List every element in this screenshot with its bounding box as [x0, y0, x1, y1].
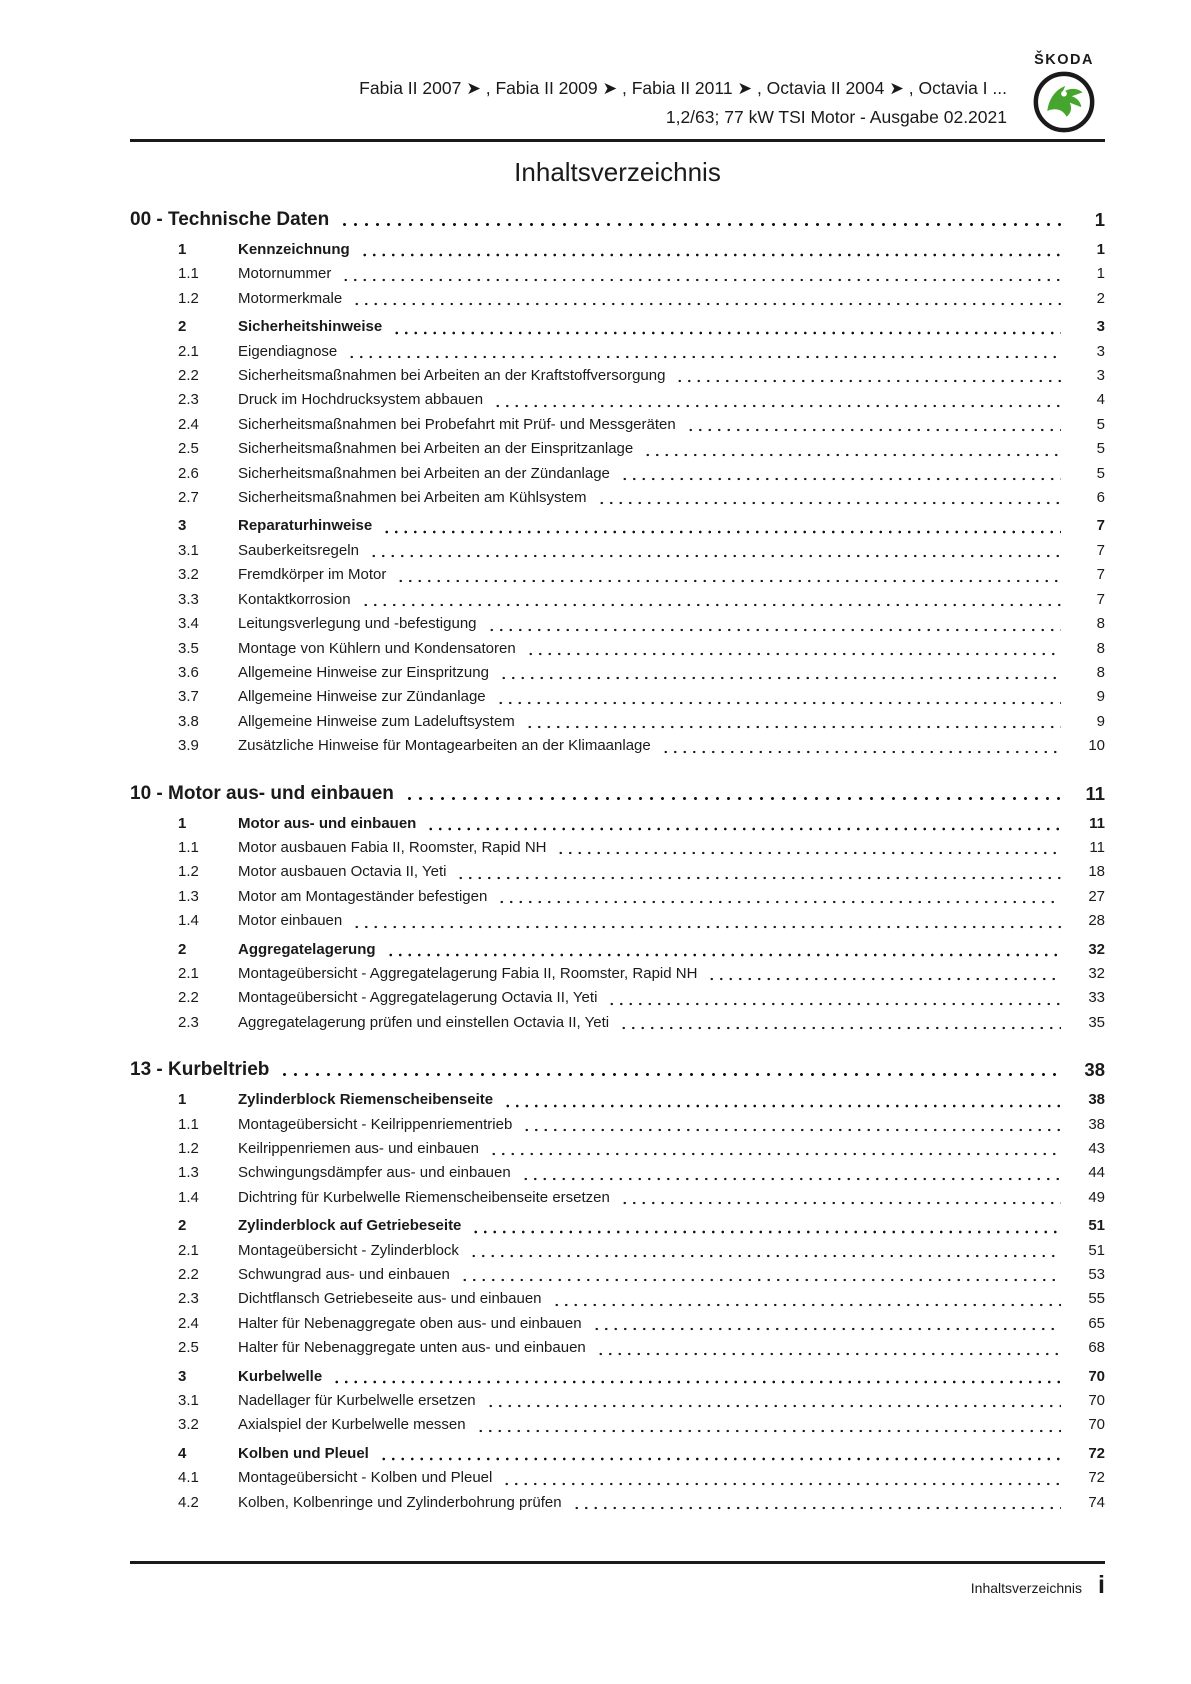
entry-title: Montageübersicht - Kolben und Pleuel: [238, 1469, 493, 1487]
dot-leader: [489, 1149, 1061, 1157]
entry-page: 3: [1096, 342, 1105, 360]
dot-leader: [526, 649, 1061, 657]
entry-title: Sauberkeitsregeln: [238, 541, 359, 559]
entry-number: 1: [178, 1091, 187, 1109]
entry-number: 3.9: [178, 737, 199, 755]
header-text: [130, 74, 1007, 134]
entry-title: Halter für Nebenaggregate unten aus- und einbauen: [238, 1339, 586, 1357]
entry-number: 1.1: [178, 1115, 199, 1133]
entry-title: Sicherheitsmaßnahmen bei Arbeiten am Kühlsystem: [238, 489, 587, 507]
entry-page: 38: [1088, 1091, 1105, 1109]
dot-leader: [620, 1198, 1061, 1206]
entry-page: 32: [1088, 940, 1105, 958]
chapter-page: 1: [1094, 209, 1105, 230]
toc-entry[interactable]: [130, 486, 1105, 510]
dot-leader: [643, 450, 1061, 458]
entry-page: 7: [1096, 590, 1105, 608]
dot-leader: [686, 425, 1061, 433]
entry-title: Motormerkmale: [238, 289, 343, 307]
toc-entry[interactable]: [130, 437, 1105, 461]
entry-number: 3.6: [178, 663, 199, 681]
entry-number: 2: [178, 318, 187, 336]
dot-leader: [487, 625, 1061, 633]
entry-number: 3.2: [178, 566, 199, 584]
chapter-title: 00 - Technische Daten: [130, 209, 330, 230]
entry-number: 2.5: [178, 1339, 199, 1357]
entry-number: 1.2: [178, 863, 199, 881]
entry-page: 2: [1096, 289, 1105, 307]
toc-entry[interactable]: [130, 885, 1105, 909]
entry-number: 1.2: [178, 289, 199, 307]
entry-page: 49: [1088, 1188, 1105, 1206]
entry-title: Axialspiel der Kurbelwelle messen: [238, 1416, 466, 1434]
entry-page: 70: [1088, 1392, 1105, 1410]
toc-entry[interactable]: [130, 238, 1105, 262]
entry-page: 7: [1096, 517, 1105, 535]
toc-entry[interactable]: [130, 836, 1105, 860]
toc-entry[interactable]: [130, 588, 1105, 612]
dot-leader: [556, 848, 1061, 856]
toc-entry[interactable]: [130, 1365, 1105, 1389]
entry-page: 18: [1088, 863, 1105, 881]
entry-number: 2.2: [178, 1266, 199, 1284]
entry-title: Kolben und Pleuel: [238, 1444, 369, 1462]
entry-number: 2.1: [178, 964, 199, 982]
chapter-block: [130, 780, 1105, 1036]
entry-number: 1.4: [178, 1188, 199, 1206]
entry-page: 72: [1088, 1444, 1105, 1462]
entry-number: 3.4: [178, 615, 199, 633]
entry-title: Allgemeine Hinweise zur Einspritzung: [238, 663, 489, 681]
entry-title: Reparaturhinweise: [238, 517, 373, 535]
entry-title: Druck im Hochdrucksystem abbauen: [238, 391, 484, 409]
entry-title: Montageübersicht - Zylinderblock: [238, 1241, 459, 1259]
chapter-block: [130, 206, 1105, 759]
entry-page: 5: [1096, 440, 1105, 458]
entry-number: 2: [178, 1217, 187, 1235]
entry-title: Zylinderblock Riemenscheibenseite: [238, 1091, 494, 1109]
entry-title: Zylinderblock auf Getriebeseite: [238, 1217, 462, 1235]
entry-title: Zusätzliche Hinweise für Montagearbeiten an der Klimaanlage: [238, 737, 651, 755]
toc-entry[interactable]: [130, 938, 1105, 962]
entry-title: Sicherheitsmaßnahmen bei Probefahrt mit Prüf- und Messgeräten: [238, 415, 676, 433]
entry-page: 8: [1096, 639, 1105, 657]
dot-leader: [279, 1069, 1061, 1078]
dot-leader: [456, 873, 1061, 881]
entry-page: 5: [1096, 415, 1105, 433]
entry-number: 1: [178, 814, 187, 832]
entry-title: Motor einbauen: [238, 912, 343, 930]
entry-page: 32: [1088, 964, 1105, 982]
toc-entry[interactable]: [130, 563, 1105, 587]
dot-leader: [497, 897, 1061, 905]
entry-page: 51: [1088, 1241, 1105, 1259]
entry-page: 27: [1088, 887, 1105, 905]
toc-entry[interactable]: [130, 1088, 1105, 1112]
entry-title: Motor am Montageständer befestigen: [238, 887, 488, 905]
toc-entry[interactable]: [130, 1214, 1105, 1238]
chapter-page: 38: [1084, 1059, 1105, 1081]
dot-leader: [339, 219, 1061, 228]
entry-title: Schwingungsdämpfer aus- und einbauen: [238, 1164, 511, 1182]
dot-leader: [392, 328, 1061, 336]
toc-entry[interactable]: [130, 1113, 1105, 1137]
toc-entry[interactable]: [130, 1137, 1105, 1161]
entry-number: 4.2: [178, 1493, 199, 1511]
entry-number: 1: [178, 241, 187, 258]
dot-leader: [502, 1479, 1061, 1487]
entry-title: Motor aus- und einbauen: [238, 814, 417, 832]
entry-title: Keilrippenriemen aus- und einbauen: [238, 1140, 479, 1157]
toc-entry[interactable]: [130, 1466, 1105, 1490]
toc-entry[interactable]: [130, 1287, 1105, 1311]
dot-leader: [675, 376, 1061, 384]
footer-page-number: i: [1098, 1571, 1105, 1599]
entry-title: Halter für Nebenaggregate oben aus- und einbauen: [238, 1314, 582, 1332]
toc-chapter-row[interactable]: [130, 780, 1105, 807]
entry-title: Kontaktkorrosion: [238, 590, 351, 608]
entry-page: 70: [1088, 1416, 1105, 1434]
entry-page: 43: [1088, 1140, 1105, 1157]
toc-entry[interactable]: [130, 1263, 1105, 1287]
toc-entry[interactable]: [130, 1239, 1105, 1263]
entry-number: 3.3: [178, 590, 199, 608]
entry-page: 35: [1088, 1013, 1105, 1031]
chapter-title: 13 - Kurbeltrieb: [130, 1059, 270, 1081]
dot-leader: [386, 950, 1061, 958]
toc-entry[interactable]: [130, 514, 1105, 538]
entry-title: Kurbelwelle: [238, 1367, 323, 1385]
entry-title: Sicherheitshinweise: [238, 318, 383, 336]
entry-number: 1.3: [178, 887, 199, 905]
entry-number: 2.1: [178, 1241, 199, 1259]
entry-number: 1.3: [178, 1164, 199, 1182]
entry-title: Motor ausbauen Octavia II, Yeti: [238, 863, 447, 881]
dot-leader: [503, 1101, 1061, 1109]
entry-page: 9: [1096, 712, 1105, 730]
toc-entry[interactable]: [130, 287, 1105, 311]
dot-leader: [361, 600, 1061, 608]
dot-leader: [596, 1349, 1061, 1357]
toc-entry[interactable]: [130, 388, 1105, 412]
brand-logo: [1023, 52, 1105, 134]
entry-title: Aggregatelagerung prüfen und einstellen Octavia II, Yeti: [238, 1013, 610, 1031]
toc-entry[interactable]: [130, 860, 1105, 884]
dot-leader: [661, 747, 1061, 755]
entry-page: 72: [1088, 1469, 1105, 1487]
toc-entry[interactable]: [130, 1186, 1105, 1210]
toc-entry[interactable]: [130, 1161, 1105, 1185]
skoda-logo-icon: [1032, 70, 1096, 134]
entry-number: 3: [178, 1367, 187, 1385]
entry-number: 3.1: [178, 541, 199, 559]
entry-number: 2.3: [178, 1290, 199, 1308]
entry-title: Sicherheitsmaßnahmen bei Arbeiten an der Zündanlage: [238, 464, 610, 482]
dot-leader: [707, 974, 1061, 982]
entry-page: 3: [1096, 367, 1105, 385]
entry-page: 9: [1096, 688, 1105, 706]
entry-number: 3: [178, 517, 187, 535]
dot-leader: [525, 722, 1061, 730]
toc-entry[interactable]: [130, 812, 1105, 836]
entry-number: 3.2: [178, 1416, 199, 1434]
chapter-block: [130, 1056, 1105, 1515]
chapter-title: 10 - Motor aus- und einbauen: [130, 782, 394, 804]
toc-entry[interactable]: [130, 340, 1105, 364]
entry-title: Kennzeichnung: [238, 241, 350, 258]
entry-number: 3.7: [178, 688, 199, 706]
entry-page: 7: [1096, 566, 1105, 584]
toc-chapter-row[interactable]: [130, 206, 1105, 233]
entry-number: 3.1: [178, 1392, 199, 1410]
entry-number: 2: [178, 940, 187, 958]
entry-number: 2.3: [178, 1013, 199, 1031]
toc-entry[interactable]: [130, 612, 1105, 636]
entry-title: Kolben, Kolbenringe und Zylinderbohrung prüfen: [238, 1493, 562, 1511]
toc-entry[interactable]: [130, 685, 1105, 709]
entry-title: Dichtring für Kurbelwelle Riemenscheibenseite ersetzen: [238, 1188, 610, 1206]
entry-page: 3: [1096, 318, 1105, 336]
entry-title: Sicherheitsmaßnahmen bei Arbeiten an der Kraftstoffversorgung: [238, 367, 666, 385]
entry-page: 5: [1096, 464, 1105, 482]
dot-leader: [471, 1227, 1061, 1235]
entry-page: 70: [1088, 1367, 1105, 1385]
entry-number: 2.3: [178, 391, 199, 409]
brand-wordmark: ŠKODA: [1034, 52, 1094, 68]
toc-entry[interactable]: [130, 413, 1105, 437]
toc-entry[interactable]: [130, 962, 1105, 986]
toc-entry[interactable]: [130, 986, 1105, 1010]
dot-leader: [360, 250, 1061, 258]
toc-entry[interactable]: [130, 734, 1105, 758]
header-vehicle-line: Fabia II 2007 ➤ , Fabia II 2009 ➤ , Fabia II 2011 ➤ , Octavia II 2004 ➤ , Octavia I ...: [359, 78, 1007, 98]
entry-page: 7: [1096, 541, 1105, 559]
page-title: Inhaltsverzeichnis: [514, 157, 721, 187]
entry-title: Schwungrad aus- und einbauen: [238, 1266, 450, 1284]
toc-entry[interactable]: [130, 462, 1105, 486]
toc-entry[interactable]: [130, 1389, 1105, 1413]
dot-leader: [486, 1401, 1061, 1409]
entry-number: 2.4: [178, 1314, 199, 1332]
toc: [130, 200, 1105, 1515]
entry-number: 1.1: [178, 265, 199, 283]
toc-entry[interactable]: [130, 315, 1105, 339]
dot-leader: [592, 1324, 1061, 1332]
entry-number: 4: [178, 1444, 187, 1462]
dot-leader: [426, 824, 1061, 832]
toc-entry[interactable]: [130, 637, 1105, 661]
entry-page: 6: [1096, 489, 1105, 507]
entry-number: 1.1: [178, 838, 199, 856]
entry-page: 4: [1096, 391, 1105, 409]
toc-entry[interactable]: [130, 262, 1105, 286]
chapter-page: 11: [1085, 782, 1105, 804]
entry-page: 11: [1089, 814, 1105, 832]
dot-leader: [493, 401, 1061, 409]
dot-leader: [379, 1454, 1061, 1462]
toc-entry[interactable]: [130, 1011, 1105, 1035]
dot-leader: [352, 299, 1061, 307]
dot-leader: [396, 576, 1061, 584]
toc-entry[interactable]: [130, 1312, 1105, 1336]
entry-page: 44: [1088, 1164, 1105, 1182]
dot-leader: [607, 999, 1061, 1007]
entry-page: 55: [1088, 1290, 1105, 1308]
entry-number: 2.2: [178, 989, 199, 1007]
entry-page: 38: [1088, 1115, 1105, 1133]
entry-page: 53: [1088, 1266, 1105, 1284]
entry-page: 10: [1088, 737, 1105, 755]
dot-leader: [341, 275, 1061, 283]
entry-number: 2.5: [178, 440, 199, 458]
page-footer: [130, 1561, 1105, 1598]
toc-entry[interactable]: [130, 539, 1105, 563]
entry-title: Aggregatelagerung: [238, 940, 376, 958]
dot-leader: [552, 1300, 1061, 1308]
entry-title: Montage von Kühlern und Kondensatoren: [238, 639, 516, 657]
entry-page: 11: [1089, 838, 1105, 856]
dot-leader: [476, 1426, 1061, 1434]
entry-number: 2.7: [178, 489, 199, 507]
entry-title: Montageübersicht - Aggregatelagerung Octavia II, Yeti: [238, 989, 598, 1007]
entry-page: 1: [1096, 265, 1105, 283]
entry-title: Eigendiagnose: [238, 342, 338, 360]
entry-title: Montageübersicht - Aggregatelagerung Fabia II, Roomster, Rapid NH: [238, 964, 698, 982]
toc-entry[interactable]: [130, 1442, 1105, 1466]
entry-number: 2.4: [178, 415, 199, 433]
dot-leader: [499, 673, 1061, 681]
toc-entry[interactable]: [130, 364, 1105, 388]
toc-entry[interactable]: [130, 661, 1105, 685]
entry-title: Dichtflansch Getriebeseite aus- und einbauen: [238, 1290, 542, 1308]
entry-title: Motornummer: [238, 265, 332, 283]
dot-leader: [521, 1174, 1061, 1182]
dot-leader: [382, 527, 1061, 535]
entry-page: 74: [1088, 1493, 1105, 1511]
entry-page: 8: [1096, 615, 1105, 633]
footer-label: Inhaltsverzeichnis: [970, 1580, 1083, 1596]
entry-number: 3.8: [178, 712, 199, 730]
entry-title: Leitungsverlegung und -befestigung: [238, 615, 477, 633]
entry-number: 1.4: [178, 912, 199, 930]
dot-leader: [572, 1503, 1061, 1511]
entry-page: 65: [1088, 1314, 1105, 1332]
dot-leader: [369, 551, 1061, 559]
entry-title: Sicherheitsmaßnahmen bei Arbeiten an der Einspritzanlage: [238, 440, 634, 458]
dot-leader: [469, 1251, 1061, 1259]
entry-page: 68: [1088, 1339, 1105, 1357]
entry-number: 2.6: [178, 464, 199, 482]
dot-leader: [496, 698, 1061, 706]
dot-leader: [597, 498, 1061, 506]
toc-entry[interactable]: [130, 1413, 1105, 1437]
toc-chapter-row[interactable]: [130, 1056, 1105, 1083]
dot-leader: [619, 1023, 1061, 1031]
entry-title: Allgemeine Hinweise zum Ladeluftsystem: [238, 712, 515, 730]
entry-page: 1: [1096, 241, 1105, 258]
toc-entry[interactable]: [130, 1491, 1105, 1515]
dot-leader: [332, 1377, 1061, 1385]
dot-leader: [347, 352, 1061, 360]
entry-title: Nadellager für Kurbelwelle ersetzen: [238, 1392, 476, 1410]
entry-page: 28: [1088, 912, 1105, 930]
entry-title: Allgemeine Hinweise zur Zündanlage: [238, 688, 486, 706]
entry-number: 4.1: [178, 1469, 199, 1487]
toc-entry[interactable]: [130, 1336, 1105, 1360]
dot-leader: [620, 474, 1061, 482]
dot-leader: [404, 793, 1061, 802]
entry-title: Montageübersicht - Keilrippenriementrieb: [238, 1115, 513, 1133]
entry-number: 2.1: [178, 342, 199, 360]
entry-number: 3.5: [178, 639, 199, 657]
header-edition-line: 1,2/63; 77 kW TSI Motor - Ausgabe 02.2021: [665, 107, 1007, 127]
entry-number: 2.2: [178, 367, 199, 385]
entry-title: Motor ausbauen Fabia II, Roomster, Rapid NH: [238, 838, 547, 856]
entry-page: 33: [1088, 989, 1105, 1007]
entry-title: Fremdkörper im Motor: [238, 566, 387, 584]
entry-number: 1.2: [178, 1140, 199, 1157]
dot-leader: [460, 1275, 1061, 1283]
toc-entry[interactable]: [130, 909, 1105, 933]
toc-entry[interactable]: [130, 710, 1105, 734]
entry-page: 51: [1088, 1217, 1105, 1235]
dot-leader: [352, 922, 1061, 930]
dot-leader: [522, 1125, 1061, 1133]
page-header: [130, 52, 1105, 142]
entry-page: 8: [1096, 663, 1105, 681]
